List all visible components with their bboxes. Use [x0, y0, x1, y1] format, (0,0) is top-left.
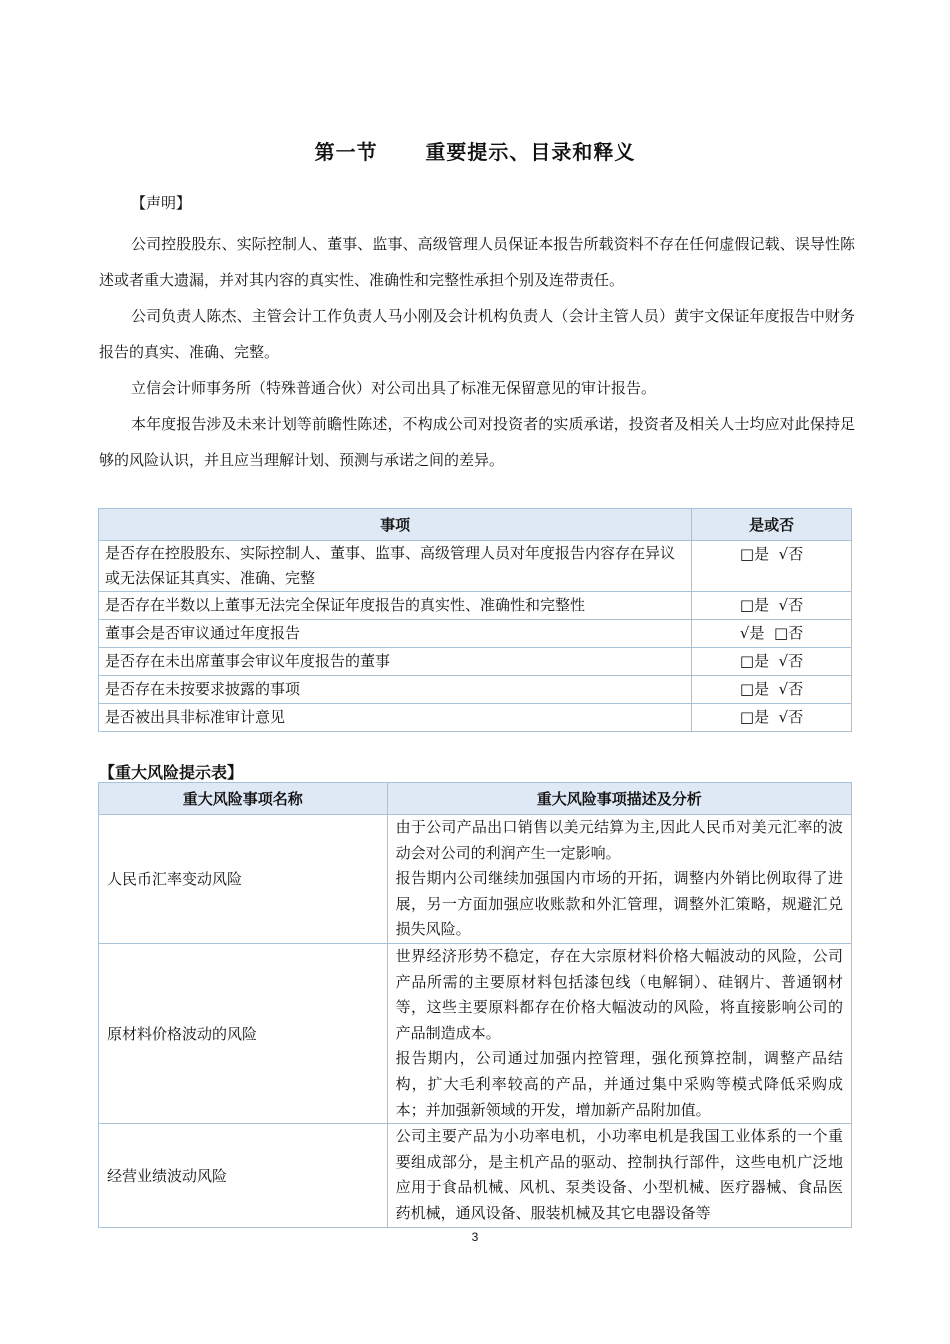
- matter-item: 是否被出具非标准审计意见: [99, 704, 692, 732]
- risk-description-paragraph: 世界经济形势不稳定，存在大宗原材料价格大幅波动的风险，公司产品所需的主要原材料包括漆包线（电解铜）、硅钢片、普通钢材等，这些主要原料都存在价格大幅波动的风险，将直接影响公司的产品制造成本。: [395, 946, 843, 1042]
- paragraph-forward-looking: 本年度报告涉及未来计划等前瞻性陈述，不构成公司对投资者的实质承诺，投资者及相关人士均应对此保持足够的风险认识，并且应当理解计划、预测与承诺之间的差异。: [99, 415, 855, 469]
- statement-label: 【声明】: [131, 194, 192, 212]
- risk-description-paragraph: 报告期内，公司通过加强内控管理，强化预算控制，调整产品结构，扩大毛利率较高的产品，并通过集中采购等模式降低采购成本；并加强新领域的开发，增加新产品附加值。: [395, 1049, 843, 1119]
- section-title: 第一节 重要提示、目录和释义: [314, 140, 636, 164]
- matters-table: [98, 508, 852, 732]
- table-row: [99, 648, 852, 676]
- risk-description-paragraph: 公司主要产品为小功率电机，小功率电机是我国工业体系的一个重要组成部分，是主机产品的驱动、控制执行部件，这些电机广泛地应用于食品机械、风机、泵类设备、小型机械、医疗器械、食品医药机械，通风设备、服装机械及其它电器设备等: [395, 1127, 843, 1222]
- risk-description: [387, 943, 851, 1123]
- matter-item: 是否存在半数以上董事无法完全保证年度报告的真实性、准确性和完整性: [99, 592, 692, 620]
- matter-item: 董事会是否审议通过年度报告: [99, 620, 692, 648]
- risk-table: [98, 782, 852, 1228]
- matters-header-answer: 是或否: [692, 509, 852, 541]
- risk-description-paragraph: 报告期内公司继续加强国内市场的开拓，调整内外销比例取得了进展，另一方面加强应收账款和外汇管理，调整外汇策略，规避汇兑损失风险。: [395, 869, 843, 939]
- table-row: [99, 815, 852, 944]
- paragraph-auditor: 立信会计师事务所（特殊普通合伙）对公司出具了标准无保留意见的审计报告。: [131, 379, 657, 397]
- page-number: 3: [471, 1230, 479, 1244]
- matter-item: 是否存在未出席董事会审议年度报告的董事: [99, 648, 692, 676]
- matter-answer: □是 √否: [692, 541, 852, 592]
- matter-item: 是否存在未按要求披露的事项: [99, 676, 692, 704]
- matter-answer: □是 √否: [692, 648, 852, 676]
- risk-name: 人民币汇率变动风险: [99, 815, 388, 944]
- matter-answer: □是 √否: [692, 704, 852, 732]
- table-row: [99, 592, 852, 620]
- risk-name: 经营业绩波动风险: [99, 1124, 388, 1227]
- risk-table-heading: 【重大风险提示表】: [99, 763, 244, 782]
- risk-name: 原材料价格波动的风险: [99, 943, 388, 1123]
- table-row: [99, 1124, 852, 1227]
- paragraph-guarantee: 公司控股股东、实际控制人、董事、监事、高级管理人员保证本报告所载资料不存在任何虚假记载、误导性陈述或者重大遗漏，并对其内容的真实性、准确性和完整性承担个别及连带责任。: [99, 235, 855, 289]
- risk-header-description: 重大风险事项描述及分析: [387, 783, 851, 815]
- table-row: [99, 704, 852, 732]
- risk-header-name: 重大风险事项名称: [99, 783, 388, 815]
- matter-answer: √是 □否: [692, 620, 852, 648]
- matter-item: 是否存在控股股东、实际控制人、董事、监事、高级管理人员对年度报告内容存在异议或无法保证其真实、准确、完整: [99, 541, 692, 592]
- table-row: [99, 541, 852, 592]
- matter-answer: □是 √否: [692, 592, 852, 620]
- paragraph-responsible-persons: 公司负责人陈杰、主管会计工作负责人马小刚及会计机构负责人（会计主管人员）黄宇文保证年度报告中财务报告的真实、准确、完整。: [99, 307, 855, 361]
- table-row: [99, 943, 852, 1123]
- matter-answer: □是 √否: [692, 676, 852, 704]
- risk-description: [387, 815, 851, 944]
- risk-description: [387, 1124, 851, 1227]
- table-row: [99, 620, 852, 648]
- matters-header-item: 事项: [99, 509, 692, 541]
- risk-description-paragraph: 由于公司产品出口销售以美元结算为主,因此人民币对美元汇率的波动会对公司的利润产生一定影响。: [395, 818, 843, 862]
- table-row: [99, 676, 852, 704]
